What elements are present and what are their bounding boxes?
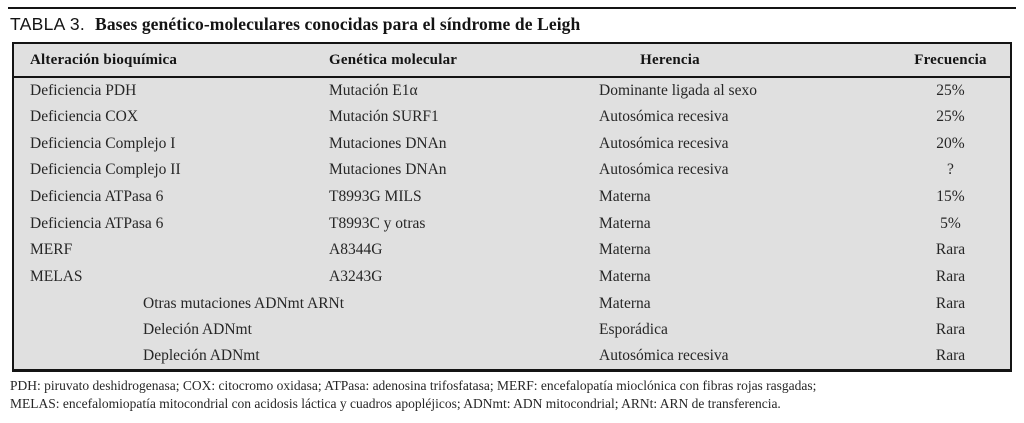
cell-herencia: Autosómica recesiva [599,108,729,125]
column-header-herencia: Herencia [583,43,891,77]
table-row [13,264,1011,291]
cell-alteracion: Deficiencia PDH [30,81,137,99]
cell-genetica: Mutaciones DNAn [329,161,447,179]
cell-frecuencia: 20% [936,134,965,152]
cell-herencia: Materna [599,214,651,232]
cell-frecuencia: Rara [935,294,966,312]
cell-herencia: Dominante ligada al sexo [599,81,757,99]
cell-alteracion-indented: Otras mutaciones ADNmt ARNt [143,294,345,312]
cell-alteracion: Deficiencia ATPasa 6 [30,214,164,232]
cell-herencia: Autosómica recesiva [599,347,729,365]
cell-frecuencia: Rara [935,268,966,286]
table-row [13,290,1011,317]
table-row [13,130,1011,157]
footnote-line-1: PDH: piruvato deshidrogenasa; COX: citocromo oxidasa; ATPasa: adenosina trifosfatasa; MERF: encefalopatía mioclónica con fibras rojas rasgadas; [10,378,817,393]
table-row [13,77,1011,104]
cell-frecuencia: ? [947,161,954,179]
top-rule [8,7,1016,9]
cell-alteracion: MELAS [30,268,83,286]
cell-frecuencia: 5% [940,214,961,232]
table-number-label: TABLA 3. [10,14,86,34]
cell-alteracion: Deficiencia COX [30,108,139,125]
table-row [13,210,1011,237]
cell-alteracion: Deficiencia Complejo II [30,161,181,179]
cell-herencia: Materna [599,268,651,286]
cell-genetica: T8993G MILS [329,188,422,206]
table-row [13,344,1011,371]
cell-genetica: Mutaciones DNAn [329,134,447,152]
cell-frecuencia: Rara [935,347,966,365]
cell-frecuencia: 25% [936,108,965,125]
cell-genetica: Mutación E1α [329,81,418,99]
column-header-genetica: Genética molecular [313,43,583,77]
cell-alteracion: Deficiencia ATPasa 6 [30,188,164,206]
table-title [10,14,1015,35]
cell-alteracion: Deficiencia Complejo I [30,134,176,152]
cell-herencia: Esporádica [599,321,668,339]
table-row [13,104,1011,131]
genetics-table [12,42,1012,372]
cell-genetica: A3243G [329,268,383,286]
cell-herencia: Materna [599,294,651,312]
cell-alteracion: MERF [30,241,73,259]
cell-alteracion-indented: Depleción ADNmt [143,347,260,365]
cell-frecuencia: 15% [936,188,965,206]
cell-herencia: Autosómica recesiva [599,161,729,179]
cell-alteracion-indented: Deleción ADNmt [143,321,252,339]
footnotes [10,377,1018,413]
table-row [13,184,1011,211]
table-row [13,317,1011,344]
cell-frecuencia: Rara [935,241,966,259]
cell-genetica: T8993C y otras [329,214,426,232]
cell-herencia: Materna [599,241,651,259]
cell-frecuencia: Rara [935,321,966,339]
cell-herencia: Autosómica recesiva [599,134,729,152]
footnote-line-2: MELAS: encefalomiopatía mitocondrial con acidosis láctica y cuadros apopléjicos; ADNmt: ADN mitocondrial; ARNt: ARN de transferencia. [10,396,781,411]
column-header-alteracion: Alteración bioquímica [13,43,313,77]
table-title-text: Bases genético-moleculares conocidas para el síndrome de Leigh [95,14,581,34]
cell-herencia: Materna [599,188,651,206]
cell-genetica: A8344G [329,241,383,259]
cell-frecuencia: 25% [936,81,965,99]
header-row [13,43,1011,77]
table-row [13,237,1011,264]
cell-genetica: Mutación SURF1 [329,108,439,125]
table-row [13,157,1011,184]
column-header-frecuencia: Frecuencia [891,43,1011,77]
